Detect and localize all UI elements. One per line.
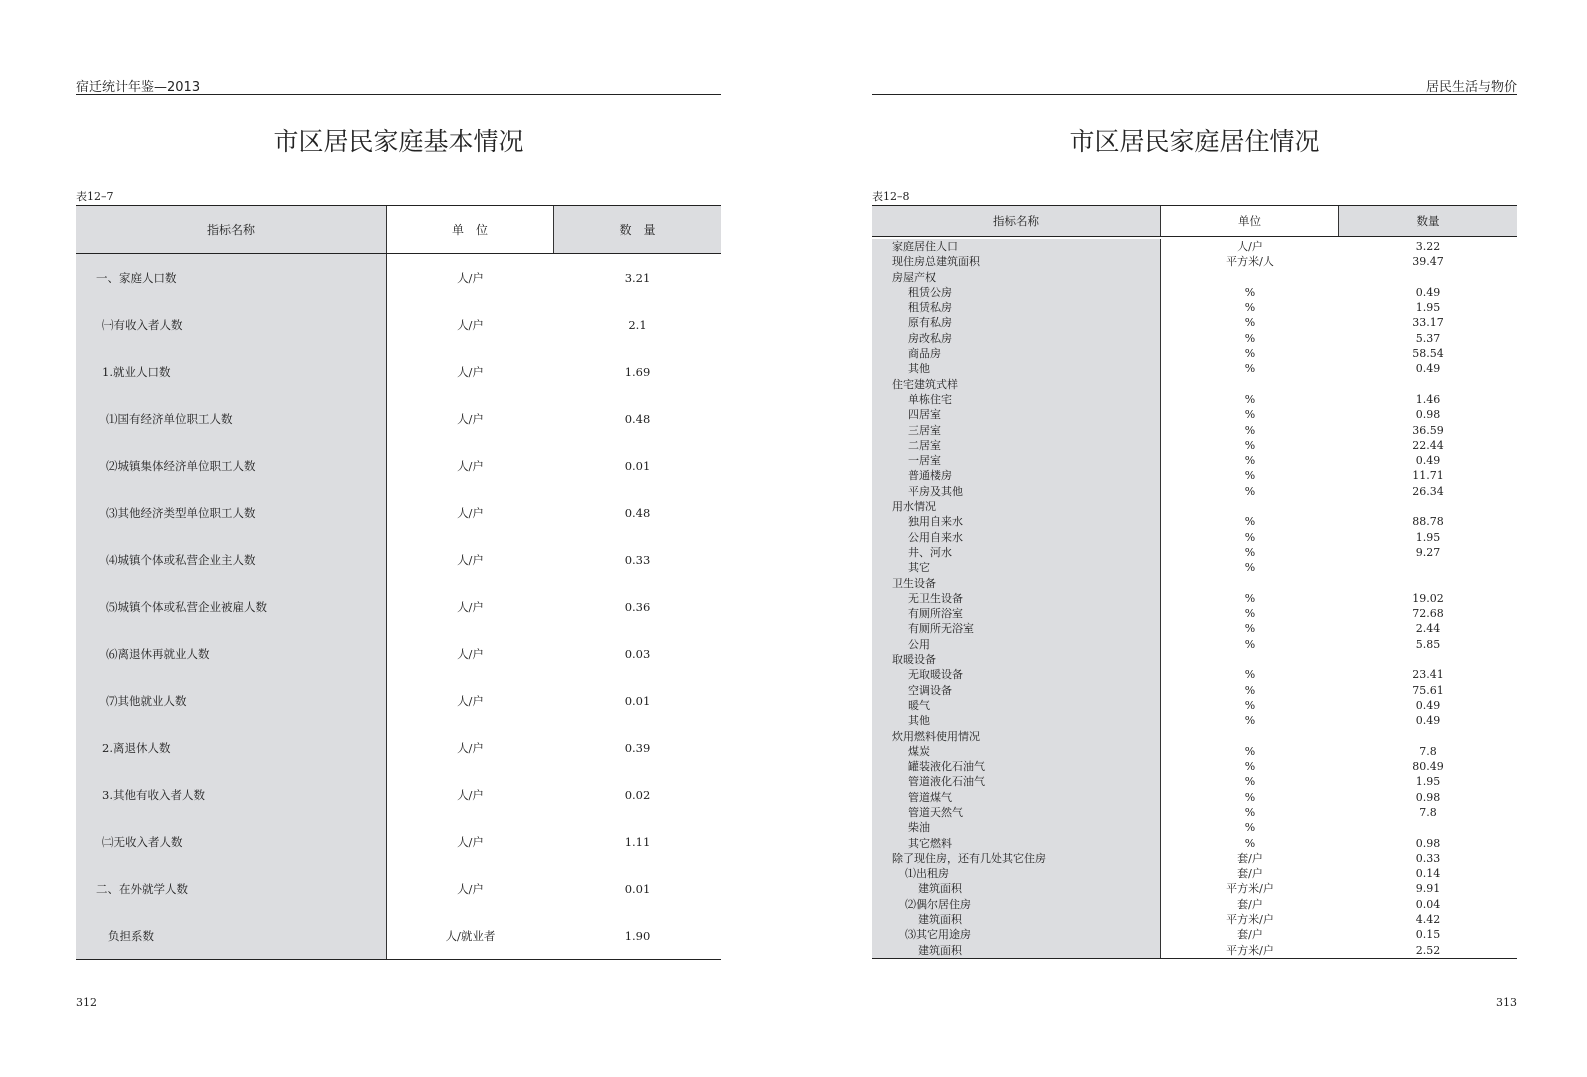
table-row — [76, 536, 721, 583]
unit-cell: 人/户 — [457, 787, 484, 802]
indicator-name: ⑴国有经济单位职工人数 — [76, 395, 387, 442]
unit-cell: 人/户 — [457, 364, 484, 379]
indicator-name: 卫生设备 — [872, 576, 1161, 591]
value-cell: 0.49 — [1415, 454, 1441, 468]
unit-cell: 平方米/户 — [1226, 913, 1274, 927]
household-housing-table — [872, 205, 1517, 959]
value-cell: 36.59 — [1412, 423, 1444, 437]
unit-cell: % — [1244, 438, 1256, 452]
table-row — [76, 912, 721, 959]
value-cell: 0.39 — [624, 740, 651, 755]
unit-cell: 套/户 — [1237, 867, 1263, 881]
unit-cell: % — [1244, 484, 1256, 498]
yearbook-title: 宿迁统计年鉴—2013 — [76, 80, 201, 95]
table-row — [76, 489, 721, 536]
table-row — [872, 621, 1517, 636]
unit-cell: 套/户 — [1237, 928, 1263, 942]
indicator-name: 家庭居住人口 — [872, 239, 1161, 254]
unit-cell: % — [1244, 607, 1256, 621]
indicator-name: 三居室 — [872, 423, 1161, 438]
value-cell: 5.85 — [1415, 637, 1441, 651]
indicator-name: 房屋产权 — [872, 270, 1161, 285]
unit-cell — [1161, 270, 1339, 285]
table-row — [872, 270, 1517, 285]
unit-cell: 人/户 — [457, 505, 484, 520]
table-row — [872, 683, 1517, 698]
indicator-name: 二居室 — [872, 438, 1161, 453]
value-cell — [1339, 729, 1517, 744]
indicator-name: 有厕所无浴室 — [872, 621, 1161, 636]
table-row — [872, 545, 1517, 560]
indicator-name: 建筑面积 — [872, 912, 1161, 927]
unit-cell — [1161, 729, 1339, 744]
value-cell: 88.78 — [1412, 515, 1444, 529]
table-row — [872, 805, 1517, 820]
table-row — [872, 453, 1517, 468]
indicator-name: ㈡无收入者人数 — [76, 818, 387, 865]
value-cell: 0.48 — [624, 505, 651, 520]
value-cell: 3.22 — [1415, 240, 1441, 253]
value-cell: 1.95 — [1415, 301, 1441, 315]
value-cell: 1.95 — [1415, 775, 1441, 789]
table-row — [872, 897, 1517, 912]
value-cell: 0.04 — [1415, 897, 1441, 911]
table-row — [872, 423, 1517, 438]
indicator-name: 柴油 — [872, 820, 1161, 835]
table-row — [76, 771, 721, 818]
unit-cell: 人/户 — [457, 317, 484, 332]
value-cell: 5.37 — [1415, 331, 1441, 345]
table-row — [872, 285, 1517, 300]
indicator-name: 负担系数 — [76, 912, 387, 959]
table-row — [872, 346, 1517, 361]
table-row — [872, 361, 1517, 376]
value-cell: 58.54 — [1412, 347, 1444, 361]
unit-cell: 人/户 — [1237, 240, 1263, 253]
unit-cell: % — [1244, 622, 1256, 636]
indicator-name: 一居室 — [872, 453, 1161, 468]
indicator-name: 租赁私房 — [872, 300, 1161, 315]
value-cell: 11.71 — [1412, 469, 1444, 483]
table-row — [872, 881, 1517, 896]
table-row — [872, 239, 1517, 254]
page-title-right: 市区居民家庭居住情况 — [1069, 127, 1320, 156]
value-cell — [1339, 560, 1517, 575]
value-cell: 0.01 — [624, 881, 651, 896]
table-row — [872, 836, 1517, 851]
unit-cell: 人/户 — [457, 270, 484, 285]
value-cell: 33.17 — [1412, 316, 1444, 330]
table-row — [872, 820, 1517, 835]
value-cell — [1339, 576, 1517, 591]
unit-cell: % — [1244, 775, 1256, 789]
indicator-name: 独用自来水 — [872, 514, 1161, 529]
header-quantity: 数 量 — [554, 206, 721, 253]
indicator-name: 炊用燃料使用情况 — [872, 729, 1161, 744]
value-cell: 75.61 — [1412, 683, 1444, 697]
header-unit: 单 位 — [387, 206, 554, 253]
indicator-name: 其它燃料 — [872, 836, 1161, 851]
value-cell: 1.90 — [624, 928, 651, 943]
value-cell: 0.49 — [1415, 714, 1441, 728]
value-cell — [1339, 820, 1517, 835]
indicator-name: 无取暖设备 — [872, 667, 1161, 682]
table-row — [872, 560, 1517, 575]
value-cell: 2.52 — [1415, 943, 1441, 957]
table-row — [872, 729, 1517, 744]
unit-cell: % — [1244, 515, 1256, 529]
value-cell: 0.15 — [1415, 928, 1441, 942]
unit-cell: 套/户 — [1237, 897, 1263, 911]
table-row — [872, 468, 1517, 483]
table-row — [872, 927, 1517, 942]
value-cell: 1.69 — [624, 364, 651, 379]
unit-cell: % — [1244, 698, 1256, 712]
table-row — [872, 499, 1517, 514]
value-cell: 0.36 — [624, 599, 651, 614]
value-cell: 1.46 — [1415, 392, 1441, 406]
unit-cell: 平方米/户 — [1226, 882, 1274, 896]
indicator-name: ⑸城镇个体或私营企业被雇人数 — [76, 583, 387, 630]
value-cell: 9.91 — [1415, 882, 1441, 896]
unit-cell: % — [1244, 683, 1256, 697]
indicator-name: 四居室 — [872, 407, 1161, 422]
table-number-left: 表12–7 — [76, 190, 114, 203]
unit-cell: 人/户 — [457, 834, 484, 849]
indicator-name: 无卫生设备 — [872, 591, 1161, 606]
value-cell: 72.68 — [1412, 607, 1444, 621]
table-row — [76, 865, 721, 912]
unit-cell: % — [1244, 362, 1256, 376]
indicator-name: 普通楼房 — [872, 468, 1161, 483]
value-cell: 0.02 — [624, 787, 651, 802]
header-quantity: 数量 — [1339, 206, 1517, 236]
unit-cell — [1161, 576, 1339, 591]
indicator-name: 公用自来水 — [872, 530, 1161, 545]
unit-cell: % — [1244, 668, 1256, 682]
unit-cell: 人/户 — [457, 411, 484, 426]
indicator-name: ⑹离退休再就业人数 — [76, 630, 387, 677]
table-row — [872, 438, 1517, 453]
table-row — [872, 514, 1517, 529]
table-row — [76, 724, 721, 771]
unit-cell: % — [1244, 714, 1256, 728]
table-row — [76, 395, 721, 442]
page-number-right: 313 — [1496, 996, 1517, 1009]
table-row — [76, 630, 721, 677]
table-row — [872, 774, 1517, 789]
indicator-name: 管道天然气 — [872, 805, 1161, 820]
unit-cell: 人/户 — [457, 599, 484, 614]
unit-cell: % — [1244, 469, 1256, 483]
value-cell: 0.49 — [1415, 698, 1441, 712]
page-number-left: 312 — [76, 996, 97, 1009]
unit-cell: % — [1244, 454, 1256, 468]
unit-cell: % — [1244, 301, 1256, 315]
running-head-right — [872, 76, 1517, 95]
table-row — [872, 667, 1517, 682]
table-row — [872, 300, 1517, 315]
table-row — [872, 698, 1517, 713]
indicator-name: 2.离退休人数 — [76, 724, 387, 771]
table-row — [872, 392, 1517, 407]
table-row — [76, 818, 721, 865]
unit-cell: % — [1244, 408, 1256, 422]
household-basic-table — [76, 205, 721, 960]
value-cell: 3.21 — [624, 270, 651, 285]
table-row — [872, 851, 1517, 866]
table-row — [872, 652, 1517, 667]
value-cell: 2.1 — [628, 317, 647, 332]
value-cell: 19.02 — [1412, 591, 1444, 605]
indicator-name: 其他 — [872, 361, 1161, 376]
value-cell: 4.42 — [1415, 913, 1441, 927]
unit-cell — [1161, 652, 1339, 667]
value-cell: 0.03 — [624, 646, 651, 661]
chapter-title: 居民生活与物价 — [1425, 80, 1517, 95]
value-cell: 0.01 — [624, 458, 651, 473]
table-header — [872, 206, 1517, 237]
indicator-name: 管道液化石油气 — [872, 774, 1161, 789]
unit-cell — [1161, 499, 1339, 514]
value-cell: 26.34 — [1412, 484, 1444, 498]
value-cell: 0.98 — [1415, 790, 1441, 804]
value-cell — [1339, 499, 1517, 514]
table-row — [872, 576, 1517, 591]
unit-cell: 人/户 — [457, 458, 484, 473]
unit-cell: % — [1244, 744, 1256, 758]
table-row — [872, 943, 1517, 958]
value-cell — [1339, 652, 1517, 667]
value-cell: 23.41 — [1412, 668, 1444, 682]
indicator-name: 现住房总建筑面积 — [872, 254, 1161, 269]
indicator-name: ⑵偶尔居住房 — [872, 897, 1161, 912]
value-cell: 1.95 — [1415, 530, 1441, 544]
table-row — [76, 301, 721, 348]
indicator-name: 3.其他有收入者人数 — [76, 771, 387, 818]
indicator-name: 其他 — [872, 713, 1161, 728]
unit-cell: % — [1244, 805, 1256, 819]
value-cell: 9.27 — [1415, 545, 1441, 559]
table-row — [872, 912, 1517, 927]
value-cell: 7.8 — [1419, 805, 1437, 819]
indicator-name: 平房及其他 — [872, 484, 1161, 499]
table-row — [872, 759, 1517, 774]
header-unit: 单位 — [1161, 206, 1339, 236]
value-cell: 0.33 — [1415, 851, 1441, 865]
indicator-name: 单栋住宅 — [872, 392, 1161, 407]
indicator-name: 用水情况 — [872, 499, 1161, 514]
unit-cell: 人/户 — [457, 552, 484, 567]
value-cell: 0.33 — [624, 552, 651, 567]
running-head-left — [76, 76, 721, 95]
unit-cell: 人/户 — [457, 740, 484, 755]
unit-cell: % — [1244, 530, 1256, 544]
indicator-name: 除了现住房，还有几处其它住房 — [872, 851, 1161, 866]
indicator-name: 商品房 — [872, 346, 1161, 361]
unit-cell: % — [1244, 821, 1256, 835]
page-title-left: 市区居民家庭基本情况 — [273, 127, 524, 156]
table-number-right: 表12–8 — [872, 190, 910, 203]
indicator-name: ⑶其他经济类型单位职工人数 — [76, 489, 387, 536]
table-row — [872, 866, 1517, 881]
table-row — [76, 442, 721, 489]
table-row — [872, 377, 1517, 392]
unit-cell: % — [1244, 790, 1256, 804]
indicator-name: 管道煤气 — [872, 790, 1161, 805]
unit-cell: 平方米/户 — [1226, 943, 1274, 957]
indicator-name: 二、在外就学人数 — [76, 865, 387, 912]
indicator-name: 建筑面积 — [872, 943, 1161, 958]
table-header — [76, 206, 721, 254]
indicator-name: 有厕所浴室 — [872, 606, 1161, 621]
table-row — [872, 606, 1517, 621]
value-cell — [1339, 377, 1517, 392]
table-row — [872, 315, 1517, 330]
unit-cell: % — [1244, 285, 1256, 299]
indicator-name: 罐装液化石油气 — [872, 759, 1161, 774]
unit-cell: % — [1244, 545, 1256, 559]
table-body — [872, 237, 1517, 958]
indicator-name: 暖气 — [872, 698, 1161, 713]
indicator-name: 租赁公房 — [872, 285, 1161, 300]
indicator-name: 井、河水 — [872, 545, 1161, 560]
indicator-name: 空调设备 — [872, 683, 1161, 698]
unit-cell: 人/户 — [457, 646, 484, 661]
table-row — [872, 591, 1517, 606]
table-body — [76, 254, 721, 959]
value-cell: 0.98 — [1415, 408, 1441, 422]
indicator-name: 公用 — [872, 637, 1161, 652]
table-row — [872, 530, 1517, 545]
unit-cell: % — [1244, 637, 1256, 651]
table-row — [872, 637, 1517, 652]
unit-cell: 人/户 — [457, 693, 484, 708]
unit-cell: % — [1244, 591, 1256, 605]
value-cell: 0.49 — [1415, 362, 1441, 376]
left-page — [76, 0, 721, 1077]
indicator-name: ⑷城镇个体或私营企业主人数 — [76, 536, 387, 583]
value-cell: 1.11 — [624, 834, 651, 849]
indicator-name: ⑶其它用途房 — [872, 927, 1161, 942]
table-row — [872, 713, 1517, 728]
value-cell: 0.14 — [1415, 867, 1441, 881]
value-cell: 22.44 — [1412, 438, 1444, 452]
unit-cell: % — [1244, 561, 1256, 575]
unit-cell: % — [1244, 331, 1256, 345]
indicator-name: 房改私房 — [872, 331, 1161, 346]
table-row — [872, 331, 1517, 346]
value-cell: 80.49 — [1412, 760, 1444, 774]
value-cell — [1339, 270, 1517, 285]
header-indicator: 指标名称 — [872, 206, 1161, 236]
header-indicator: 指标名称 — [76, 206, 387, 253]
unit-cell — [1161, 377, 1339, 392]
unit-cell: 套/户 — [1237, 851, 1263, 865]
indicator-name: 住宅建筑式样 — [872, 377, 1161, 392]
indicator-name: 取暖设备 — [872, 652, 1161, 667]
unit-cell: % — [1244, 392, 1256, 406]
table-row — [872, 254, 1517, 269]
indicator-name: ⑺其他就业人数 — [76, 677, 387, 724]
table-row — [76, 254, 721, 301]
indicator-name: ㈠有收入者人数 — [76, 301, 387, 348]
indicator-name: 建筑面积 — [872, 881, 1161, 896]
indicator-name: ⑴出租房 — [872, 866, 1161, 881]
table-row — [872, 407, 1517, 422]
unit-cell: 平方米/人 — [1226, 255, 1274, 269]
value-cell: 0.01 — [624, 693, 651, 708]
value-cell: 0.98 — [1415, 836, 1441, 850]
value-cell: 0.49 — [1415, 285, 1441, 299]
unit-cell: % — [1244, 836, 1256, 850]
indicator-name: 一、家庭人口数 — [76, 254, 387, 301]
value-cell: 7.8 — [1419, 744, 1437, 758]
indicator-name: 其它 — [872, 560, 1161, 575]
table-row — [76, 583, 721, 630]
value-cell: 0.48 — [624, 411, 651, 426]
unit-cell: 人/就业者 — [445, 928, 496, 943]
table-row — [872, 790, 1517, 805]
unit-cell: 人/户 — [457, 881, 484, 896]
table-row — [76, 348, 721, 395]
table-row — [76, 677, 721, 724]
indicator-name: 原有私房 — [872, 315, 1161, 330]
unit-cell: % — [1244, 760, 1256, 774]
right-page — [872, 0, 1517, 1077]
indicator-name: 煤炭 — [872, 744, 1161, 759]
table-row — [872, 744, 1517, 759]
value-cell: 39.47 — [1412, 255, 1444, 269]
indicator-name: 1.就业人口数 — [76, 348, 387, 395]
unit-cell: % — [1244, 316, 1256, 330]
unit-cell: % — [1244, 347, 1256, 361]
unit-cell: % — [1244, 423, 1256, 437]
indicator-name: ⑵城镇集体经济单位职工人数 — [76, 442, 387, 489]
value-cell: 2.44 — [1415, 622, 1441, 636]
table-row — [872, 484, 1517, 499]
